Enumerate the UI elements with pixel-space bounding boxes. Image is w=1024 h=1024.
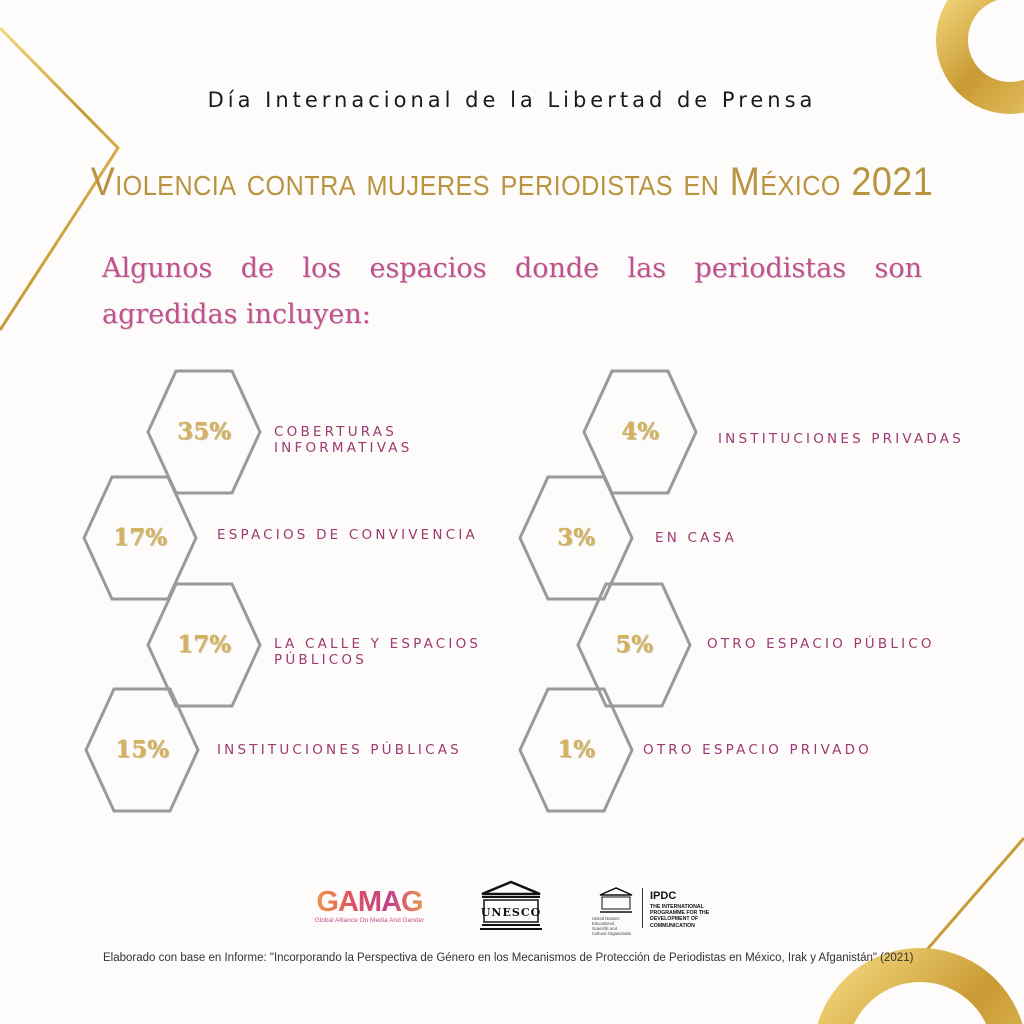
stat-label — [718, 431, 964, 447]
stat-label-line: OTRO ESPACIO PRIVADO — [643, 742, 872, 758]
stat-label-line: INSTITUCIONES PRIVADAS — [718, 431, 964, 447]
unesco-logo — [478, 880, 544, 932]
stat-label-line: ESPACIOS DE CONVIVENCIA — [217, 527, 478, 543]
stat-label-line: PÚBLICOS — [274, 652, 368, 668]
stat-value: 17% — [177, 631, 231, 658]
ipdc-unesco-subtitle: United Nations Educational, Scientific and Cultural Organization — [592, 916, 632, 936]
stat-label — [655, 530, 737, 546]
stat-value: 17% — [113, 524, 167, 551]
gamag-logo-word: GAMAG — [312, 886, 427, 919]
stat-label — [707, 636, 935, 652]
unesco-logo-word: UNESCO — [480, 906, 542, 919]
source-note: Elaborado con base en Informe: "Incorporando la Perspectiva de Género en los Mecanismos de Protección de Periodistas en México, Irak y Afganistán" (2021) — [103, 952, 914, 964]
pre-title: Día Internacional de la Libertad de Prensa — [207, 88, 817, 112]
stat-label-line: OTRO ESPACIO PÚBLICO — [707, 636, 935, 652]
divider — [642, 888, 643, 928]
subtitle: Algunos de los espacios donde las periodistas son agredidas incluyen: — [102, 253, 922, 330]
unesco-temple-icon — [596, 886, 636, 916]
stat-label-line: INSTITUCIONES PÚBLICAS — [217, 742, 462, 758]
stat-label-line: LA CALLE Y ESPACIOS — [274, 636, 482, 652]
stat-label-line: COBERTURAS — [274, 424, 398, 440]
stat-label — [274, 424, 413, 456]
stat-value: 35% — [177, 418, 231, 445]
stat-value: 3% — [557, 524, 595, 551]
ipdc-title: IPDC — [650, 890, 677, 902]
stat-label — [217, 742, 462, 758]
stat-value: 4% — [621, 418, 659, 445]
stat-label-line: INFORMATIVAS — [274, 440, 413, 456]
stat-label — [274, 636, 481, 668]
ipdc-subtitle: THE INTERNATIONAL PROGRAMME FOR THE DEVELOPMENT OF COMMUNICATION — [650, 904, 710, 929]
gamag-logo — [312, 886, 427, 924]
gamag-logo-tagline: Global Alliance On Media And Gender — [314, 917, 425, 924]
stat-value: 5% — [615, 631, 653, 658]
page-title: Violencia contra mujeres periodistas en México 2021 — [90, 160, 934, 204]
ipdc-logo — [592, 886, 732, 936]
stat-value: 15% — [115, 736, 169, 763]
stat-label — [643, 742, 872, 758]
stat-label — [217, 527, 478, 543]
stat-value: 1% — [557, 736, 595, 763]
stat-label-line: EN CASA — [655, 530, 738, 546]
